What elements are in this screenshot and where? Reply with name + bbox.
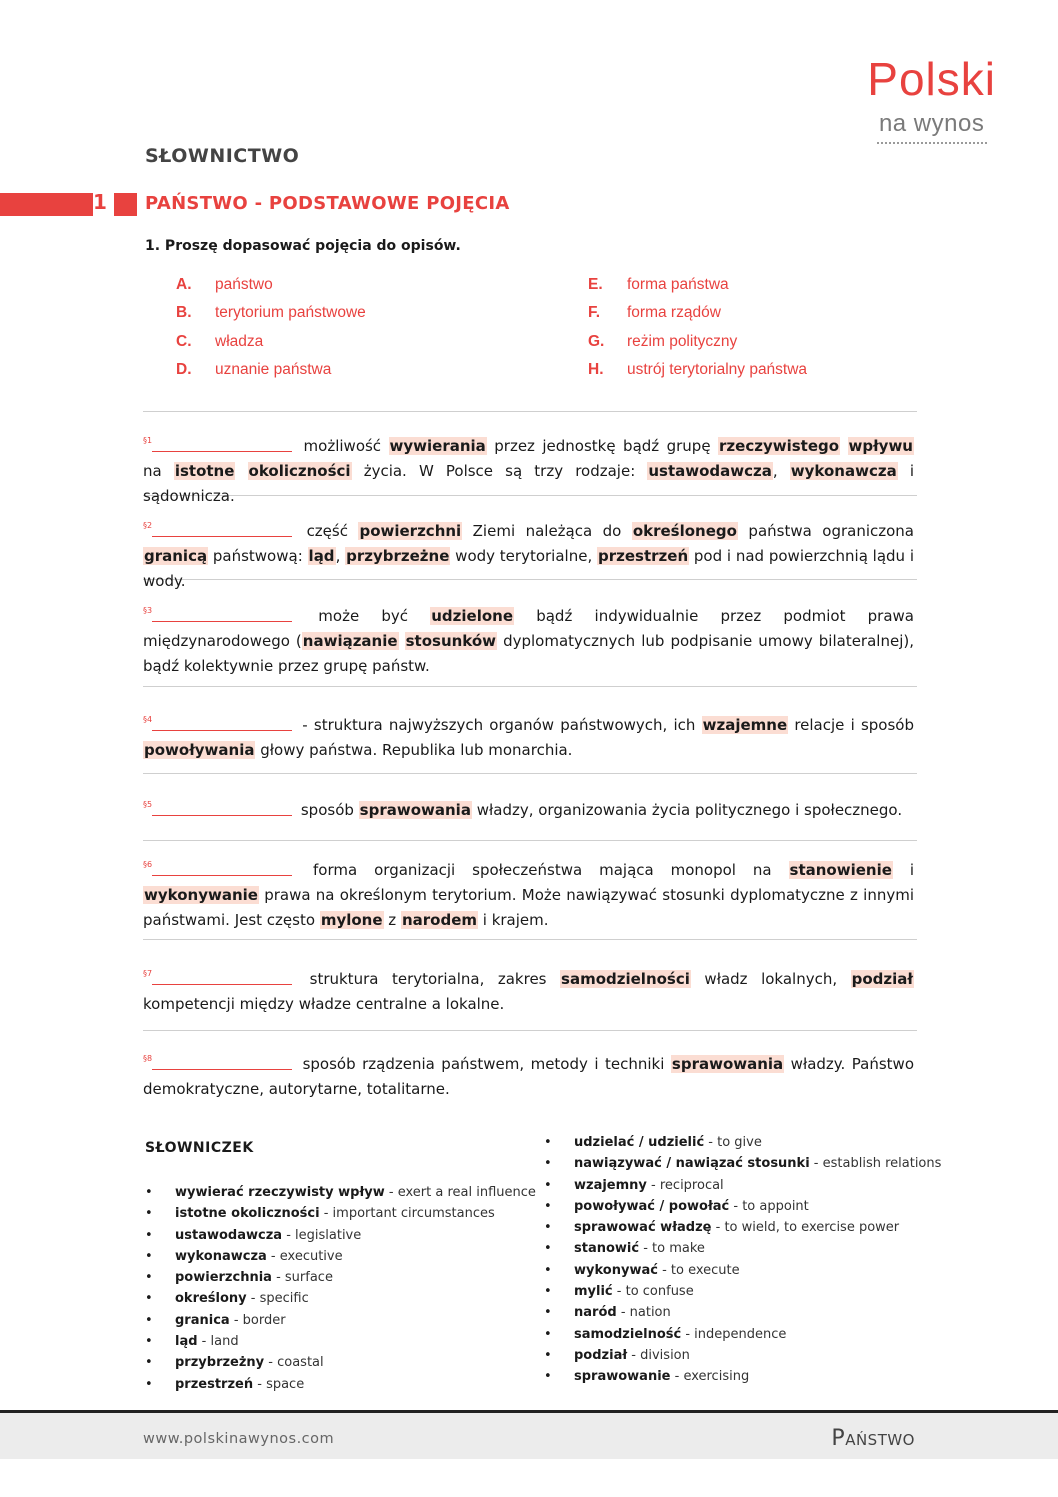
glossary-term: stanowić <box>574 1241 640 1257</box>
definition-2: $^{\S 2}$ część powierzchni Ziemi należąca do określonego państwa ograniczona granicą państwową: ląd, przybrzeżne wody terytorialne, przestrzeń pod i nad powierzchnią lądu i wody. <box>143 521 915 590</box>
definition-7: $^{\S 7}$ struktura terytorialna, zakres samodzielności władz lokalnych, podział kompetencji między władze centralne a lokalne. <box>143 969 913 1013</box>
highlighted-term: przestrzeń <box>598 547 689 565</box>
highlighted-term: stanowienie <box>789 861 892 879</box>
glossary-left <box>145 1185 536 1398</box>
glossary-translation: - coastal <box>264 1355 324 1371</box>
highlighted-term: nawiązanie <box>302 632 398 650</box>
glossary-item <box>145 1377 536 1398</box>
glossary-term: wykonywać <box>574 1262 658 1278</box>
glossary-term: granica <box>175 1312 230 1328</box>
highlighted-term: wykonywanie <box>144 886 258 904</box>
highlighted-term: wykonawcza <box>790 462 897 480</box>
logo-main: Polski <box>867 53 996 105</box>
option-text: uznanie państwa <box>215 360 332 378</box>
glossary-translation: - exert a real influence <box>384 1185 536 1200</box>
glossary-item <box>145 1270 536 1291</box>
section-title: SŁOWNICTWO <box>145 145 300 167</box>
glossary-item <box>145 1185 536 1206</box>
definition-number: §3 <box>143 606 153 615</box>
highlighted-term: określonego <box>632 522 737 540</box>
option-letter: B. <box>176 304 192 322</box>
option-letter: H. <box>588 360 604 378</box>
option-item <box>588 333 807 361</box>
option-item <box>176 333 366 361</box>
glossary-term: powierzchnia <box>175 1270 272 1286</box>
glossary-term: mylić <box>574 1284 613 1300</box>
glossary-term: przestrzeń <box>175 1376 254 1392</box>
glossary-translation: - exercising <box>670 1369 750 1385</box>
glossary-term: sprawowanie <box>574 1369 671 1385</box>
glossary-translation: - nation <box>616 1305 671 1321</box>
glossary-item <box>544 1199 941 1220</box>
answer-blank[interactable] <box>152 607 292 622</box>
option-letter: F. <box>588 304 601 322</box>
definition-4: $^{\S 4}$ - struktura najwyższych organów państwowych, ich wzajemne relacje i sposób powoływania głowy państwa. Republika lub monarchia. <box>143 715 914 759</box>
answer-blank[interactable] <box>152 970 292 985</box>
glossary-item <box>145 1228 536 1249</box>
glossary-term: powoływać / powołać <box>574 1198 730 1214</box>
highlighted-term: rzeczywistego <box>719 437 840 455</box>
glossary-translation: - land <box>197 1334 239 1350</box>
option-text: forma państwa <box>627 276 729 293</box>
glossary-item <box>544 1135 941 1156</box>
highlighted-term: udzielone <box>431 607 514 625</box>
glossary-term: sprawować władzę <box>574 1220 712 1236</box>
glossary-item <box>145 1355 536 1376</box>
definition-number: §5 <box>143 800 153 809</box>
divider <box>143 686 917 687</box>
definition-8: $^{\S 8}$ sposób rządzenia państwem, metody i techniki sprawowania władzy. Państwo demokratyczne, autorytarne, totalitarne. <box>143 1054 914 1098</box>
glossary-term: nawiązywać / nawiązać stosunki <box>574 1156 810 1172</box>
glossary-translation: - reciprocal <box>646 1177 724 1193</box>
answer-blank[interactable] <box>152 861 292 876</box>
glossary-translation: - specific <box>246 1291 309 1307</box>
definition-number: §8 <box>143 1054 153 1063</box>
definition-number: §1 <box>143 436 153 445</box>
glossary-translation: - to appoint <box>729 1198 809 1214</box>
option-text: ustrój terytorialny państwa <box>627 360 808 378</box>
footer-url[interactable]: www.polskinawynos.com <box>143 1431 335 1447</box>
divider <box>143 840 917 841</box>
glossary-item <box>544 1327 941 1348</box>
options-right <box>588 276 807 389</box>
glossary-item <box>145 1313 536 1334</box>
logo-sub: na wynos <box>878 110 985 137</box>
highlighted-term: wywierania <box>389 437 486 455</box>
definition-number: §2 <box>143 521 153 530</box>
glossary-term: podział <box>574 1347 628 1363</box>
definition-1: $^{\S 1}$ możliwość wywierania przez jednostkę bądź grupę rzeczywistego wpływu na istotne okoliczności życia. W Polsce są trzy rodzaje: ustawodawcza, wykonawcza i sądownicza. <box>143 436 915 505</box>
option-letter: E. <box>588 276 603 293</box>
logo-divider <box>877 142 987 144</box>
highlighted-term: przybrzeżne <box>346 547 450 565</box>
option-item <box>588 276 807 304</box>
glossary-item <box>544 1263 941 1284</box>
chapter-number: 1 <box>93 190 107 214</box>
highlighted-term: sprawowania <box>359 801 471 819</box>
chapter-title: PAŃSTWO - PODSTAWOWE POJĘCIA <box>145 193 510 214</box>
option-text: państwo <box>215 276 273 293</box>
glossary-translation: - executive <box>266 1248 343 1264</box>
highlighted-term: podział <box>851 970 913 988</box>
definition-3: $^{\S 3}$ może być udzielone bądź indywidualnie przez podmiot prawa międzynarodowego (nawiązanie stosunków dyplomatycznych lub podpisanie umowy bilateralnej), bądź kolektywnie przez grupę państw. <box>143 606 915 675</box>
glossary-term: naród <box>574 1305 617 1321</box>
glossary-item <box>544 1241 941 1262</box>
glossary-translation: - independence <box>681 1326 787 1342</box>
option-letter: A. <box>176 276 192 293</box>
option-text: forma rządów <box>627 304 721 322</box>
option-item <box>176 361 366 389</box>
glossary-translation: - to give <box>704 1135 762 1150</box>
options-left <box>176 276 366 389</box>
highlighted-term: powoływania <box>144 741 255 759</box>
glossary-translation: - to confuse <box>612 1284 694 1300</box>
divider <box>143 1030 917 1031</box>
definition-5: $^{\S 5}$ sposób sprawowania władzy, organizowania życia politycznego i społecznego. <box>143 800 903 819</box>
divider <box>143 939 917 940</box>
glossary-item <box>145 1334 536 1355</box>
highlighted-term: stosunków <box>405 632 497 650</box>
answer-blank[interactable] <box>152 1055 292 1070</box>
highlighted-term: okoliczności <box>248 462 351 480</box>
glossary-translation: - division <box>627 1347 690 1363</box>
option-text: reżim polityczny <box>627 332 738 350</box>
glossary-term: samodzielność <box>574 1326 682 1342</box>
glossary-right <box>544 1135 941 1391</box>
glossary-term: istotne okoliczności <box>175 1206 320 1222</box>
answer-blank[interactable] <box>152 716 292 731</box>
highlighted-term: powierzchni <box>359 522 462 540</box>
glossary-item <box>544 1305 941 1326</box>
highlighted-term: narodem <box>401 911 477 929</box>
option-text: władza <box>215 332 264 350</box>
option-item <box>588 304 807 332</box>
highlighted-term: mylone <box>320 911 383 929</box>
highlighted-term: wpływu <box>848 437 913 455</box>
glossary-item <box>544 1284 941 1305</box>
glossary-item <box>544 1348 941 1369</box>
glossary-translation: - to execute <box>657 1262 740 1278</box>
divider <box>143 411 917 412</box>
glossary-translation: - to make <box>639 1241 705 1257</box>
glossary-term: udzielać / udzielić <box>574 1135 705 1150</box>
definition-6: $^{\S 6}$ forma organizacji społeczeństwa mająca monopol na stanowienie i wykonywanie prawa na określonym terytorium. Może nawiązywać stosunki dyplomatyczne z innymi państwami. Jest często mylone z narodem i krajem. <box>143 860 914 929</box>
highlighted-term: ląd <box>308 547 335 565</box>
answer-blank[interactable] <box>152 801 292 816</box>
glossary-item <box>145 1291 536 1312</box>
highlighted-term: istotne <box>174 462 235 480</box>
chapter-bar <box>0 193 93 216</box>
option-letter: C. <box>176 332 192 350</box>
definition-number: §7 <box>143 969 153 978</box>
glossary-item <box>145 1249 536 1270</box>
glossary-term: ustawodawcza <box>175 1227 283 1243</box>
divider <box>143 773 917 774</box>
footer-topic: Państwo <box>831 1426 915 1451</box>
glossary-translation: - border <box>229 1312 286 1328</box>
answer-blank[interactable] <box>152 437 292 452</box>
highlighted-term: granicą <box>144 547 208 565</box>
definition-number: §6 <box>143 860 153 869</box>
glossary-translation: - legislative <box>282 1227 362 1243</box>
glossary-translation: - establish relations <box>809 1156 942 1172</box>
glossary-term: wykonawcza <box>175 1248 267 1264</box>
glossary-title: SŁOWNICZEK <box>145 1140 254 1156</box>
option-item <box>176 276 366 304</box>
option-item <box>176 304 366 332</box>
option-item <box>588 361 807 389</box>
glossary-term: określony <box>175 1291 247 1307</box>
glossary-translation: - space <box>253 1376 305 1392</box>
highlighted-term: sprawowania <box>671 1055 784 1073</box>
option-text: terytorium państwowe <box>215 304 366 322</box>
glossary-term: wywierać rzeczywisty wpływ <box>175 1185 385 1200</box>
exercise-instruction: 1. Proszę dopasować pojęcia do opisów. <box>145 238 461 254</box>
highlighted-term: ustawodawcza <box>648 462 772 480</box>
glossary-item <box>544 1178 941 1199</box>
glossary-item <box>544 1156 941 1177</box>
definition-number: §4 <box>143 715 153 724</box>
highlighted-term: samodzielności <box>561 970 690 988</box>
answer-blank[interactable] <box>152 522 292 537</box>
logo <box>867 53 996 144</box>
glossary-item <box>145 1206 536 1227</box>
glossary-term: przybrzeżny <box>175 1355 265 1371</box>
highlighted-term: wzajemne <box>702 716 788 734</box>
glossary-translation: - important circumstances <box>319 1206 495 1222</box>
glossary-translation: - to wield, to exercise power <box>711 1220 900 1236</box>
glossary-translation: - surface <box>271 1270 333 1286</box>
option-letter: D. <box>176 360 192 378</box>
glossary-item <box>544 1369 941 1390</box>
chapter-marker <box>114 193 137 216</box>
option-letter: G. <box>588 332 605 350</box>
glossary-term: wzajemny <box>574 1177 647 1193</box>
glossary-term: ląd <box>175 1334 198 1350</box>
glossary-item <box>544 1220 941 1241</box>
